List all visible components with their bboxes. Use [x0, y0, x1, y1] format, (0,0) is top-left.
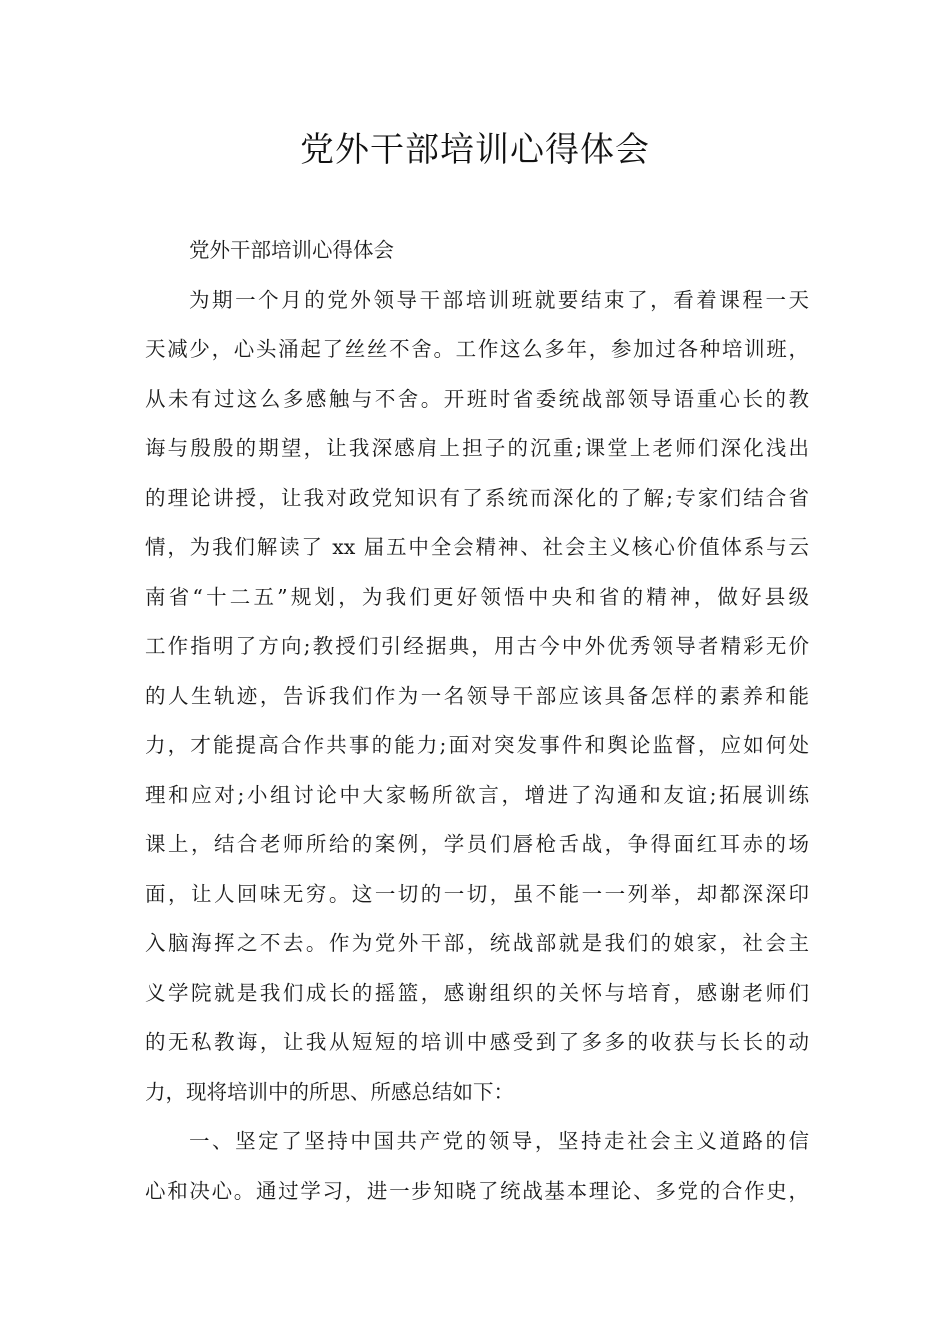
body-line: 为期一个月的党外领导干部培训班就要结束了，看着课程一天: [189, 287, 809, 312]
body-line: 的理论讲授，让我对政党知识有了系统而深化的了解;专家们结合省: [145, 485, 809, 510]
body-line: 党外干部培训心得体会: [189, 238, 394, 262]
body-line: 面，让人回味无穷。这一切的一切，虽不能一一列举，却都深深印: [145, 881, 809, 906]
document-body: [145, 226, 809, 1216]
body-line: 义学院就是我们成长的摇篮，感谢组织的关怀与培育，感谢老师们: [145, 980, 809, 1005]
body-line: 从未有过这么多感触与不舍。开班时省委统战部领导语重心长的教: [145, 386, 809, 411]
body-line: 一、坚定了坚持中国共产党的领导，坚持走社会主义道路的信: [189, 1129, 809, 1153]
body-line: 工作指明了方向;教授们引经据典，用古今中外优秀领导者精彩无价: [145, 634, 809, 658]
body-line: 的人生轨迹，告诉我们作为一名领导干部应该具备怎样的素养和能: [145, 683, 809, 708]
body-line: 力，现将培训中的所思、所感总结如下：: [145, 1079, 514, 1104]
body-line: 的无私教诲，让我从短短的培训中感受到了多多的收获与长长的动: [145, 1030, 809, 1054]
document-title: 党外干部培训心得体会: [300, 130, 650, 170]
body-line: 入脑海挥之不去。作为党外干部，统战部就是我们的娘家，社会主: [145, 931, 809, 955]
body-line: 心和决心。通过学习，进一步知晓了统战基本理论、多党的合作史，: [145, 1178, 809, 1203]
body-line: 课上，结合老师所给的案例，学员们唇枪舌战，争得面红耳赤的场: [145, 832, 809, 856]
body-line: 天减少，心头涌起了丝丝不舍。工作这么多年，参加过各种培训班，: [145, 337, 809, 361]
body-line: 南省“十二五”规划，为我们更好领悟中央和省的精神，做好县级: [145, 584, 809, 609]
body-line: 诲与殷殷的期望，让我深感肩上担子的沉重;课堂上老师们深化浅出: [145, 436, 809, 460]
body-line: 力，才能提高合作共事的能力;面对突发事件和舆论监督，应如何处: [145, 733, 809, 757]
body-line: 理和应对;小组讨论中大家畅所欲言，增进了沟通和友谊;拓展训练: [145, 782, 809, 807]
body-line: 情，为我们解读了 xx 届五中全会精神、社会主义核心价值体系与云: [145, 535, 809, 559]
